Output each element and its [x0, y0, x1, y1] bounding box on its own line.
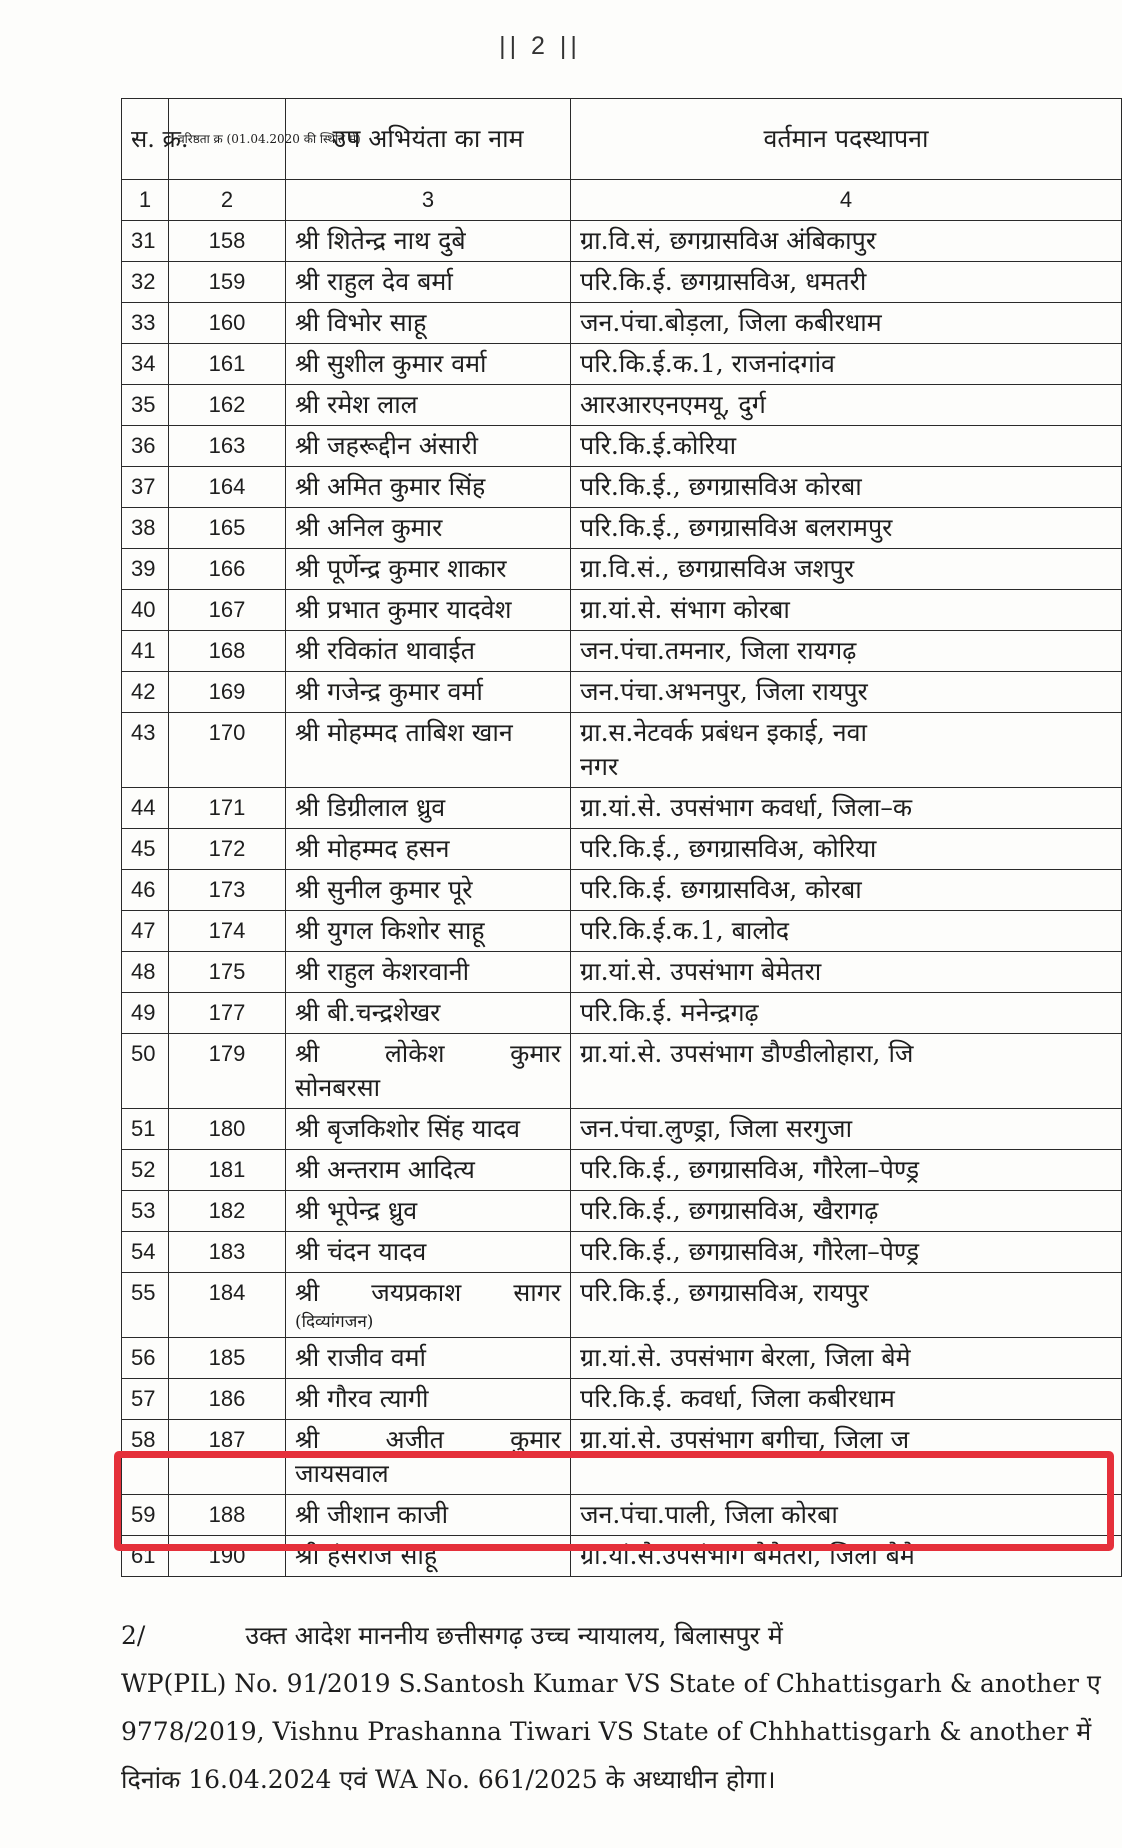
engineer-name-cell: श्री गौरव त्यागी — [286, 1379, 571, 1420]
table-row — [122, 1273, 1122, 1338]
engineer-name-continued: सोनबरसा — [295, 1073, 381, 1102]
engineer-name-cell: श्री पूर्णेन्द्र कुमार शाकार — [286, 549, 571, 590]
engineer-name-cell: श्री अनिल कुमार — [286, 508, 571, 549]
footer-line-1-text: उक्त आदेश माननीय छत्तीसगढ़ उच्च न्यायालय, बिलासपुर में — [245, 1621, 783, 1650]
serial-number-cell: 49 — [122, 993, 169, 1034]
engineer-name-cell: श्री जहरूद्दीन अंसारी — [286, 426, 571, 467]
page-number: || 2 || — [499, 32, 581, 60]
footer-paragraph — [121, 1612, 1101, 1804]
current-posting-cell: परि.कि.ई., छगग्रासविअ बलरामपुर — [571, 508, 1122, 549]
current-posting-cell: जन.पंचा.तमनार, जिला रायगढ़ — [571, 631, 1122, 672]
serial-number-cell: 50 — [122, 1034, 169, 1109]
table-row — [122, 672, 1122, 713]
seniority-cell: 175 — [169, 952, 286, 993]
seniority-cell: 186 — [169, 1379, 286, 1420]
current-posting-cell: परि.कि.ई., छगग्रासविअ, रायपुर — [571, 1273, 1122, 1338]
serial-number-cell: 48 — [122, 952, 169, 993]
table-row — [122, 911, 1122, 952]
engineer-name-cell: श्री प्रभात कुमार यादवेश — [286, 590, 571, 631]
serial-number-cell: 51 — [122, 1109, 169, 1150]
engineer-name-cell: श्री मोहम्मद ताबिश खान — [286, 713, 571, 788]
current-posting-cell: ग्रा.यां.से. उपसंभाग बगीचा, जिला ज — [571, 1420, 1122, 1495]
seniority-cell: 158 — [169, 221, 286, 262]
table-row — [122, 1150, 1122, 1191]
engineer-name-cell: श्री अन्तराम आदित्य — [286, 1150, 571, 1191]
table-header-row — [122, 99, 1122, 180]
current-posting-cell: परि.कि.ई. मनेन्द्रगढ़ — [571, 993, 1122, 1034]
current-posting-cell: परि.कि.ई., छगग्रासविअ कोरबा — [571, 467, 1122, 508]
current-posting-cell: जन.पंचा.बोड़ला, जिला कबीरधाम — [571, 303, 1122, 344]
serial-number-cell: 31 — [122, 221, 169, 262]
serial-number-cell: 38 — [122, 508, 169, 549]
engineer-name-cell: श्री गजेन्द्र कुमार वर्मा — [286, 672, 571, 713]
engineer-name-cell: श्री युगल किशोर साहू — [286, 911, 571, 952]
seniority-cell: 163 — [169, 426, 286, 467]
seniority-cell: 172 — [169, 829, 286, 870]
serial-number-cell: 59 — [122, 1495, 169, 1536]
seniority-cell: 182 — [169, 1191, 286, 1232]
current-posting-cell: परि.कि.ई. छगग्रासविअ, कोरबा — [571, 870, 1122, 911]
current-posting-cell: परि.कि.ई. छगग्रासविअ, धमतरी — [571, 262, 1122, 303]
serial-number-cell: 40 — [122, 590, 169, 631]
engineer-name-cell: श्री सुनील कुमार पूरे — [286, 870, 571, 911]
current-posting-cell: ग्रा.यां.से. उपसंभाग बेमेतरा — [571, 952, 1122, 993]
column-index-row — [122, 180, 1122, 221]
seniority-cell: 162 — [169, 385, 286, 426]
current-posting-cell: परि.कि.ई., छगग्रासविअ, गौरेला–पेण्ड्र — [571, 1150, 1122, 1191]
engineer-name-cell: श्री सुशील कुमार वर्मा — [286, 344, 571, 385]
serial-number-cell: 55 — [122, 1273, 169, 1338]
seniority-cell: 187 — [169, 1420, 286, 1495]
footer-line-3: 9778/2019, Vishnu Prashanna Tiwari VS State of Chhhattisgarh & another में — [121, 1717, 1092, 1746]
table-row — [122, 1232, 1122, 1273]
footer-line-4: दिनांक 16.04.2024 एवं WA No. 661/2025 के अध्याधीन होगा। — [121, 1765, 776, 1794]
seniority-cell: 181 — [169, 1150, 286, 1191]
seniority-cell: 159 — [169, 262, 286, 303]
seniority-cell: 168 — [169, 631, 286, 672]
engineer-name-cell: श्री भूपेन्द्र ध्रुव — [286, 1191, 571, 1232]
current-posting-cell: ग्रा.यां.से. उपसंभाग डौण्डीलोहारा, जि — [571, 1034, 1122, 1109]
table-row — [122, 1109, 1122, 1150]
table-row — [122, 1191, 1122, 1232]
engineer-name-cell: श्री शितेन्द्र नाथ दुबे — [286, 221, 571, 262]
engineer-name-cell: श्री बी.चन्द्रशेखर — [286, 993, 571, 1034]
table-row — [122, 1536, 1122, 1577]
current-posting-cell: आरआरएनएमयू, दुर्ग — [571, 385, 1122, 426]
serial-number-cell: 37 — [122, 467, 169, 508]
serial-number-cell: 61 — [122, 1536, 169, 1577]
current-posting-cell: परि.कि.ई.क.1, बालोद — [571, 911, 1122, 952]
serial-number-cell: 39 — [122, 549, 169, 590]
current-posting-cell: ग्रा.यां.से. संभाग कोरबा — [571, 590, 1122, 631]
table-row — [122, 549, 1122, 590]
table-row — [122, 344, 1122, 385]
serial-number-cell: 43 — [122, 713, 169, 788]
serial-number-cell: 33 — [122, 303, 169, 344]
current-posting-cell: परि.कि.ई., छगग्रासविअ, खैरागढ़ — [571, 1191, 1122, 1232]
engineer-name-cell — [286, 1273, 571, 1338]
seniority-cell: 171 — [169, 788, 286, 829]
engineer-name-cell: श्री हंसराज साहू — [286, 1536, 571, 1577]
table-row — [122, 467, 1122, 508]
serial-number-cell: 47 — [122, 911, 169, 952]
seniority-cell: 165 — [169, 508, 286, 549]
engineer-name-cell: श्री अमित कुमार सिंह — [286, 467, 571, 508]
table-row — [122, 303, 1122, 344]
serial-number-cell: 42 — [122, 672, 169, 713]
engineer-name-cell: श्री रविकांत थावाईत — [286, 631, 571, 672]
serial-number-cell: 32 — [122, 262, 169, 303]
table-row — [122, 829, 1122, 870]
engineer-name-continued: जायसवाल — [295, 1459, 389, 1488]
table-row — [122, 631, 1122, 672]
current-posting-cell: परि.कि.ई.क.1, राजनांदगांव — [571, 344, 1122, 385]
engineer-name: श्री जयप्रकाश सागर — [295, 1278, 561, 1307]
serial-number-cell: 44 — [122, 788, 169, 829]
column-index-cell: 3 — [286, 180, 571, 221]
serial-number-cell: 36 — [122, 426, 169, 467]
header-current-posting: वर्तमान पदस्थापना — [571, 99, 1122, 180]
header-engineer-name: उप अभियंता का नाम — [286, 99, 571, 180]
engineer-name-cell — [286, 1034, 571, 1109]
seniority-cell: 164 — [169, 467, 286, 508]
serial-number-cell: 54 — [122, 1232, 169, 1273]
table-row — [122, 508, 1122, 549]
serial-number-cell: 53 — [122, 1191, 169, 1232]
table-row — [122, 221, 1122, 262]
seniority-cell: 169 — [169, 672, 286, 713]
table-row — [122, 993, 1122, 1034]
seniority-cell: 160 — [169, 303, 286, 344]
serial-number-cell: 35 — [122, 385, 169, 426]
engineer-name-cell: श्री चंदन यादव — [286, 1232, 571, 1273]
table-row — [122, 1034, 1122, 1109]
table-row — [122, 713, 1122, 788]
current-posting-cell: ग्रा.यां.से. उपसंभाग कवर्धा, जिला–क — [571, 788, 1122, 829]
seniority-cell: 190 — [169, 1536, 286, 1577]
serial-number-cell: 56 — [122, 1338, 169, 1379]
seniority-cell: 180 — [169, 1109, 286, 1150]
current-posting-cell: परि.कि.ई., छगग्रासविअ, कोरिया — [571, 829, 1122, 870]
serial-number-cell: 46 — [122, 870, 169, 911]
seniority-cell: 173 — [169, 870, 286, 911]
current-posting-cell: ग्रा.यां.से.उपसंभाग बेमेतरा, जिला बेमे — [571, 1536, 1122, 1577]
table-row — [122, 1379, 1122, 1420]
engineer-name-cell: श्री डिग्रीलाल ध्रुव — [286, 788, 571, 829]
engineer-name-note: (दिव्यांगजन) — [295, 1312, 374, 1332]
table-row — [122, 870, 1122, 911]
current-posting-cell: परि.कि.ई. कवर्धा, जिला कबीरधाम — [571, 1379, 1122, 1420]
seniority-cell: 183 — [169, 1232, 286, 1273]
table-row — [122, 262, 1122, 303]
current-posting-cell: जन.पंचा.पाली, जिला कोरबा — [571, 1495, 1122, 1536]
table-row — [122, 788, 1122, 829]
seniority-cell: 188 — [169, 1495, 286, 1536]
header-serial-number: स. क्र. — [122, 99, 169, 180]
seniority-cell: 161 — [169, 344, 286, 385]
engineer-name-cell — [286, 1420, 571, 1495]
footer-line-1 — [121, 1612, 1101, 1660]
serial-number-cell: 41 — [122, 631, 169, 672]
table-row — [122, 1420, 1122, 1495]
footer-line-2: WP(PIL) No. 91/2019 S.Santosh Kumar VS State of Chhattisgarh & another ए — [121, 1669, 1101, 1698]
engineer-name-cell: श्री राहुल केशरवानी — [286, 952, 571, 993]
posting-table — [121, 98, 1122, 1577]
current-posting-cell — [571, 713, 1122, 788]
current-posting-cell: ग्रा.वि.सं., छगग्रासविअ जशपुर — [571, 549, 1122, 590]
header-seniority-number: वरिष्ठता क्र (01.04.2020 की स्थिति में) — [169, 99, 286, 180]
current-posting-cell: परि.कि.ई.कोरिया — [571, 426, 1122, 467]
table-row — [122, 1495, 1122, 1536]
seniority-cell: 184 — [169, 1273, 286, 1338]
current-posting-cell: ग्रा.वि.सं, छगग्रासविअ अंबिकापुर — [571, 221, 1122, 262]
table-row — [122, 952, 1122, 993]
engineer-name-cell: श्री राहुल देव बर्मा — [286, 262, 571, 303]
table-row — [122, 1338, 1122, 1379]
posting-text-continued: नगर — [580, 752, 619, 781]
current-posting-cell: जन.पंचा.अभनपुर, जिला रायपुर — [571, 672, 1122, 713]
current-posting-cell: जन.पंचा.लुण्ड्रा, जिला सरगुजा — [571, 1109, 1122, 1150]
footer-line-1-prefix: 2/ — [121, 1621, 146, 1650]
posting-text: ग्रा.स.नेटवर्क प्रबंधन इकाई, नवा — [580, 718, 867, 747]
column-index-cell: 2 — [169, 180, 286, 221]
engineer-name-cell: श्री रमेश लाल — [286, 385, 571, 426]
serial-number-cell: 34 — [122, 344, 169, 385]
seniority-cell: 167 — [169, 590, 286, 631]
table-row — [122, 426, 1122, 467]
engineer-name-cell: श्री मोहम्मद हसन — [286, 829, 571, 870]
table-row — [122, 590, 1122, 631]
table-row — [122, 385, 1122, 426]
seniority-cell: 166 — [169, 549, 286, 590]
current-posting-cell: परि.कि.ई., छगग्रासविअ, गौरेला–पेण्ड्र — [571, 1232, 1122, 1273]
current-posting-cell: ग्रा.यां.से. उपसंभाग बेरला, जिला बेमे — [571, 1338, 1122, 1379]
engineer-name-cell: श्री जीशान काजी — [286, 1495, 571, 1536]
seniority-cell: 185 — [169, 1338, 286, 1379]
seniority-cell: 174 — [169, 911, 286, 952]
engineer-name: श्री अजीत कुमार — [295, 1425, 561, 1454]
column-index-cell: 4 — [571, 180, 1122, 221]
seniority-cell: 177 — [169, 993, 286, 1034]
seniority-cell: 170 — [169, 713, 286, 788]
engineer-name-cell: श्री विभोर साहू — [286, 303, 571, 344]
engineer-name-cell: श्री राजीव वर्मा — [286, 1338, 571, 1379]
seniority-cell: 179 — [169, 1034, 286, 1109]
engineer-name: श्री लोकेश कुमार — [295, 1039, 561, 1068]
engineer-name-cell: श्री बृजकिशोर सिंह यादव — [286, 1109, 571, 1150]
serial-number-cell: 52 — [122, 1150, 169, 1191]
column-index-cell: 1 — [122, 180, 169, 221]
serial-number-cell: 57 — [122, 1379, 169, 1420]
serial-number-cell: 45 — [122, 829, 169, 870]
serial-number-cell: 58 — [122, 1420, 169, 1495]
